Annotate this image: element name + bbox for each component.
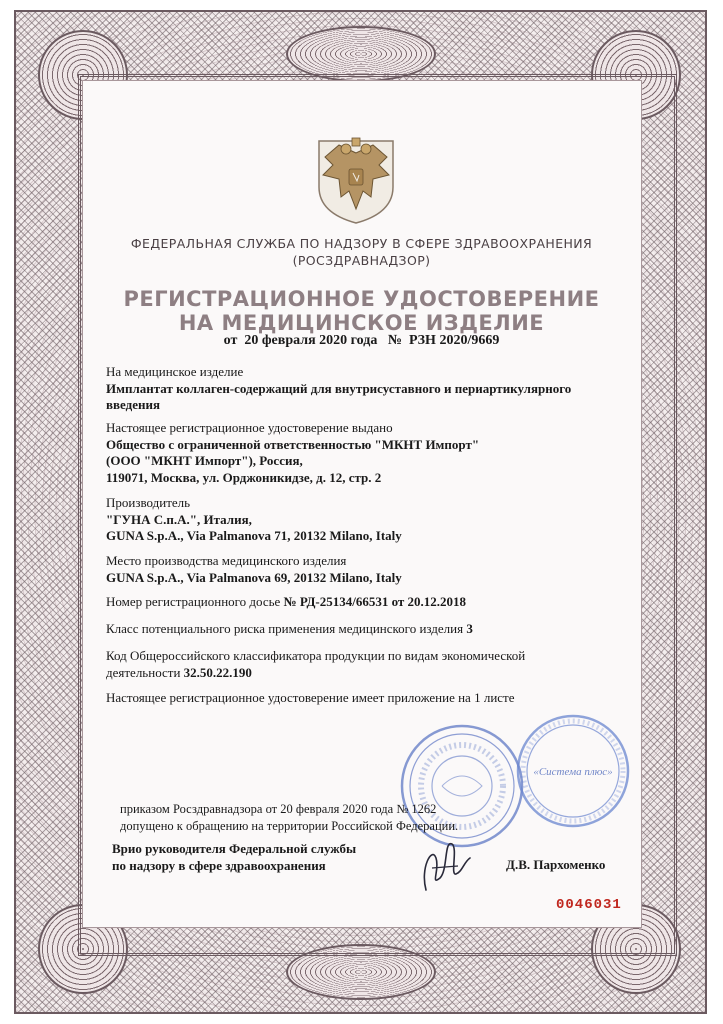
okp-code-value: 32.50.22.190 <box>183 664 252 680</box>
device-label: На медицинское изделие <box>106 364 244 379</box>
manufacturer-section <box>106 495 626 545</box>
production-site-section <box>106 553 626 586</box>
registration-line <box>100 333 623 349</box>
device-section <box>106 364 626 414</box>
signatory-name-block <box>506 857 646 874</box>
dossier-label: Номер регистрационного досье <box>106 594 281 609</box>
document-subtitle: НА МЕДИЦИНСКОЕ ИЗДЕЛИЕ <box>178 311 545 335</box>
registration-date: 20 февраля 2020 года <box>244 333 378 348</box>
document-title: РЕГИСТРАЦИОННОЕ УДОСТОВЕРЕНИЕ <box>123 287 600 311</box>
holder-label: Настоящее регистрационное удостоверение выдано <box>106 420 393 435</box>
number-sign: № <box>387 333 402 348</box>
order-section <box>120 801 640 834</box>
signatory-title-line1: Врио руководителя Федеральной службы <box>112 841 357 856</box>
production-site-label: Место производства медицинского изделия <box>106 553 347 568</box>
agency-name: ФЕДЕРАЛЬНАЯ СЛУЖБА ПО НАДЗОРУ В СФЕРЕ ЗДРАВООХРАНЕНИЯ <box>130 236 593 251</box>
signatory-name: Д.В. Пархоменко <box>506 857 606 872</box>
risk-class-value: 3 <box>466 621 473 636</box>
device-name-line1: Имплантат коллаген-содержащий для внутрисуставного и периартикулярного <box>106 380 572 396</box>
company-stamp-text: «Система плюс» <box>533 766 613 778</box>
dossier-value: № РД-25134/66531 от 20.12.2018 <box>283 594 467 609</box>
risk-class-label: Класс потенциального риска применения медицинского изделия <box>106 621 464 636</box>
annex-note: Настоящее регистрационное удостоверение имеет приложение на 1 листе <box>106 690 515 705</box>
risk-class-section <box>106 621 626 638</box>
registration-prefix: от <box>223 333 238 348</box>
production-site-address: GUNA S.p.A., Via Palmanova 69, 20132 Milano, Italy <box>106 569 402 585</box>
handwritten-signature <box>410 828 480 898</box>
holder-section <box>106 420 626 486</box>
okp-code-label: Код Общероссийского классификатора продукции по видам экономической <box>106 648 526 663</box>
device-name-line2: введения <box>106 397 160 412</box>
manufacturer-line2: GUNA S.p.A., Via Palmanova 71, 20132 Milano, Italy <box>106 528 402 543</box>
signatory-title-line2: по надзору в сфере здравоохранения <box>112 857 326 873</box>
manufacturer-line1: "ГУНА С.п.А.", Италия, <box>106 511 252 527</box>
holder-line1: Общество с ограниченной ответственностью "МКНТ Импорт" <box>106 436 480 452</box>
registration-number: РЗН 2020/9669 <box>408 333 500 348</box>
manufacturer-label: Производитель <box>106 495 191 510</box>
agency-abbreviation: (РОСЗДРАВНАДЗОР) <box>292 253 431 268</box>
okp-code-label-line2: деятельности <box>106 664 181 680</box>
signatory-title <box>112 841 412 874</box>
coat-of-arms-icon <box>311 135 401 225</box>
dossier-section <box>106 594 626 611</box>
annex-note-section <box>106 690 626 707</box>
holder-line3: 119071, Москва, ул. Орджоникидзе, д. 12, стр. 2 <box>106 469 382 485</box>
serial-number: 0046031 <box>556 897 622 913</box>
okp-code-section <box>106 648 626 681</box>
order-line1: приказом Росздравнадзора от 20 февраля 2020 года № 1262 <box>120 802 437 816</box>
holder-line2: (ООО "МКНТ Импорт"), Россия, <box>106 453 303 468</box>
order-line2: допущено к обращению на территории Российской Федерации. <box>120 818 459 833</box>
